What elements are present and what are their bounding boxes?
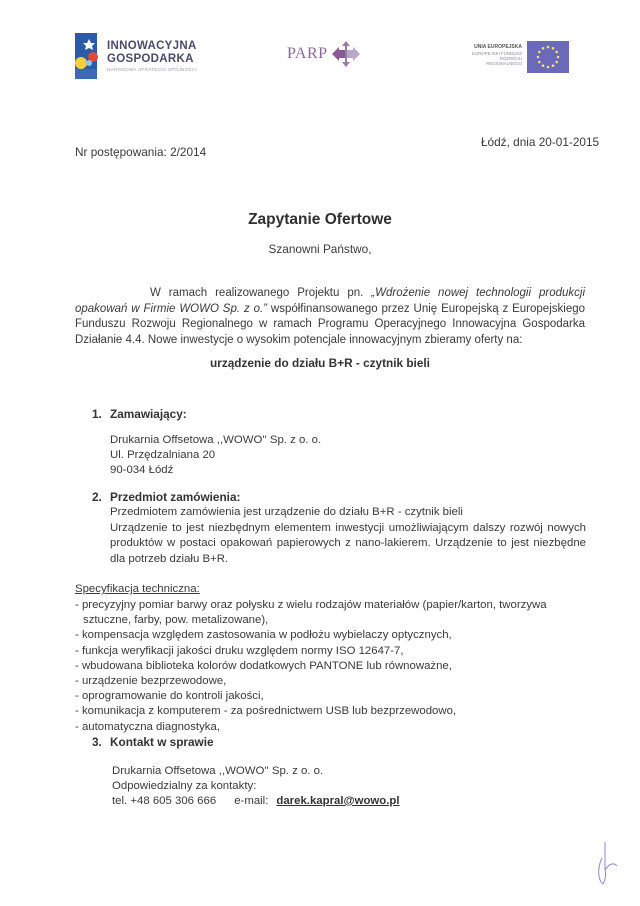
section-2-number: 2.: [92, 490, 102, 504]
ig-logo-line1: INNOWACYJNA: [107, 40, 197, 52]
order-description-line1: Przedmiotem zamówienia jest urządzenie do działu B+R - czytnik bieli: [110, 506, 463, 518]
section-3-heading: [92, 735, 214, 749]
order-description-line2: Urządzenie to jest niezbędnym elementem inwestycji umożliwiającym dalszy rozwój nowych produktów w postaci opakowań papierowych z nano-lakierem. Urządzenie to jest niezbędne dla potrzeb działu B+R.: [110, 521, 586, 565]
section-1-heading: [92, 407, 187, 421]
spec-item: - wbudowana biblioteka kolorów dodatkowych PANTONE lub równoważne,: [75, 659, 452, 672]
section-2-heading: [92, 490, 240, 504]
case-number: Nr postępowania: 2/2014: [75, 145, 207, 159]
spec-item: - automatyczna diagnostyka,: [75, 720, 220, 733]
section-1-title: Zamawiający:: [110, 407, 187, 421]
section-3-title: Kontakt w sprawie: [110, 735, 214, 749]
orderer-city: 90-034 Łódź: [110, 464, 174, 476]
email-label: e-mail:: [234, 795, 269, 807]
project-name: „Wdrożenie nowej technologii produkcji opakowań w Firmie WOWO Sp. z o.”: [75, 287, 586, 315]
greeting: Szanowni Państwo,: [268, 242, 372, 256]
contact-company: Drukarnia Offsetowa ,,WOWO'' Sp. z o. o.: [112, 765, 324, 777]
intro-part2: współfinansowanego przez Unię Europejską z Europejskiego Funduszu Rozwoju Regionalnego w ramach Programu Operacyjnego Innowacyjna Gospodarka Działanie 4.4. Nowe inwestycje o wysokim potencjale innowacyjnym zbieramy oferty na:: [75, 302, 585, 346]
spec-item: - precyzyjny pomiar barwy oraz połysku z wielu rodzajów materiałów (papier/karton, tworzywa sztuczne, farby, pow. metalizowane),: [75, 599, 547, 627]
spec-item: - urządzenie bezprzewodowe,: [75, 675, 227, 688]
parp-arrows-icon: [332, 41, 360, 67]
email-link[interactable]: darek.kapral@wowo.pl: [276, 795, 400, 807]
eu-flag-icon: [527, 41, 569, 73]
innowacyjna-gospodarka-logo: [75, 33, 215, 81]
spec-item: - komunikacja z komputerem - za pośrednictwem USB lub bezprzewodowo,: [75, 705, 457, 718]
section-1-number: 1.: [92, 407, 102, 421]
spec-item: - kompensacja względem zastosowania w podłożu wybielaczy optycznych,: [75, 629, 452, 642]
ig-logo-line2: GOSPODARKA: [107, 52, 194, 65]
signature-initial-icon: [595, 840, 625, 890]
contact-block: [112, 764, 400, 809]
document-title: Zapytanie Ofertowe: [248, 211, 392, 228]
contact-responsible: Odpowiedzialny za kontakty:: [112, 780, 257, 792]
place-date: Łódź, dnia 20-01-2015: [481, 135, 600, 149]
ig-flag-icon: [75, 33, 99, 79]
section-3-number: 3.: [92, 735, 102, 749]
intro-part1: W ramach realizowanego Projektu pn.: [150, 287, 372, 299]
eu-logo: [464, 40, 604, 76]
spec-item: - oprogramowanie do kontroli jakości,: [75, 690, 264, 703]
order-description: [110, 505, 586, 567]
ig-logo-line3: NARODOWA STRATEGIA SPÓJNOŚCI: [107, 67, 198, 72]
eu-logo-line3: ROZWOJU REGIONALNEGO: [486, 55, 522, 66]
spec-list: [75, 598, 595, 735]
spec-item: - funkcja weryfikacji jakości druku względem normy ISO 12647-7,: [75, 644, 404, 657]
section-2-title: Przedmiot zamówienia:: [110, 490, 241, 504]
parp-logo: [287, 40, 367, 70]
contact-phone: tel. +48 605 306 666: [112, 795, 217, 807]
contact-line: [112, 794, 400, 809]
orderer-company: Drukarnia Offsetowa ,,WOWO'' Sp. z o. o.: [110, 434, 322, 446]
spec-title: Specyfikacja techniczna:: [75, 583, 200, 595]
orderer-street: Ul. Przędzalniana 20: [110, 449, 216, 461]
eu-logo-line1: UNIA EUROPEJSKA: [474, 44, 522, 50]
order-subject: urządzenie do działu B+R - czytnik bieli: [210, 356, 430, 370]
parp-logo-text: PARP: [287, 45, 328, 62]
eu-logo-line2: EUROPEJSKI FUNDUSZ: [471, 50, 522, 56]
intro-paragraph: [75, 286, 585, 348]
orderer-address: [110, 433, 321, 478]
